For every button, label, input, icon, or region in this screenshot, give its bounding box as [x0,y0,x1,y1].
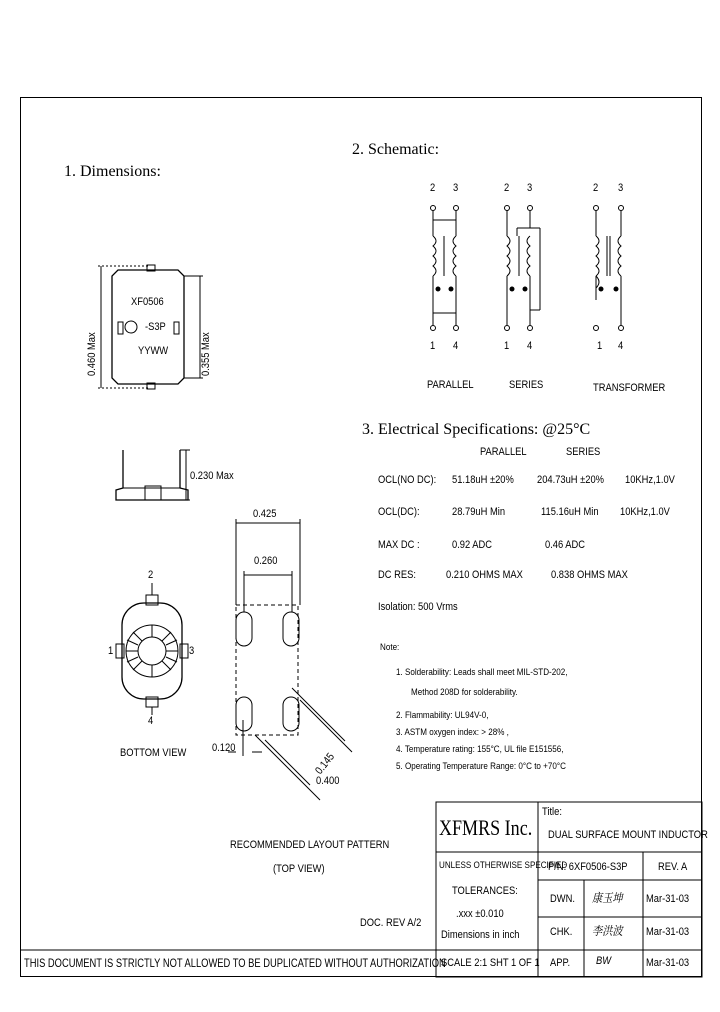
spec-row-label: OCL(DC): [378,506,420,518]
parallel-label: PARALLEL [427,379,474,391]
transformer-label: TRANSFORMER [593,382,666,394]
dwn-label: DWN. [550,893,575,905]
note-line: 5. Operating Temperature Range: 0°C to +70°C [396,761,566,772]
spec-row-label: DC RES: [378,569,416,581]
spec-row-parallel: 0.210 OHMS MAX [446,569,523,581]
chk-date: Mar-31-03 [646,926,690,938]
section-schematic-title: 2. Schematic: [352,141,440,158]
spec-row-label: MAX DC : [378,539,420,551]
chk-signature: 李洪波 [592,924,623,938]
col-series-header: SERIES [566,446,601,458]
title-value: DUAL SURFACE MOUNT INDUCTOR [548,829,708,841]
bottom-view-label: BOTTOM VIEW [120,747,187,759]
series-label: SERIES [509,379,544,391]
schematic-parallel [431,206,459,331]
parallel-pin-1: 1 [430,340,436,352]
col-parallel-header: PARALLEL [480,446,527,458]
layout-label-line-1: RECOMMENDED LAYOUT PATTERN [230,839,390,851]
spec-row-parallel: 28.79uH Min [452,506,506,518]
marking-line-3: YYWW [138,345,169,357]
spec-row-series: 115.16uH Min [541,506,599,518]
marking-line-1: XF0506 [131,296,164,308]
dim-0400: 0.400 [316,775,340,787]
note-line: 1. Solderability: Leads shall meet MIL-STD-202, [396,667,568,678]
app-signature: BW [596,955,612,967]
spec-row-series: 0.838 OHMS MAX [551,569,628,581]
isolation-spec: Isolation: 500 Vrms [378,601,458,613]
revision: REV. A [658,861,688,873]
notes-title: Note: [380,642,400,653]
chk-label: CHK. [550,926,573,938]
series-pin-1: 1 [504,340,510,352]
spec-row-cond: 10KHz,1.0V [620,506,670,518]
dimensions-unit: Dimensions in inch [441,929,520,941]
dim-0145: 0.145 [313,750,338,777]
series-pin-2: 2 [504,182,510,194]
app-date: Mar-31-03 [646,957,690,969]
bottom-pin-4: 4 [148,715,154,727]
height-dimension-label: 0.460 Max [86,332,98,376]
dim-0425: 0.425 [253,508,277,520]
section-electrical-title: 3. Electrical Specifications: @25°C [362,421,591,438]
note-line: 3. ASTM oxygen index: > 28% , [396,727,509,738]
note-line: 2. Flammability: UL94V-0, [396,710,489,721]
dim-0120: 0.120 [212,742,236,754]
series-pin-3: 3 [527,182,533,194]
bottom-pin-1: 1 [108,645,114,657]
bottom-pin-2: 2 [148,569,154,581]
footer-notice: THIS DOCUMENT IS STRICTLY NOT ALLOWED TO BE DUPLICATED WITHOUT AUTHORIZATION [24,956,446,970]
dwn-signature: 康玉坤 [592,891,623,905]
part-number: P/N: 6XF0506-S3P [548,861,628,873]
profile-dimension-label: 0.230 Max [190,470,234,482]
dwn-date: Mar-31-03 [646,893,690,905]
spec-row-parallel: 51.18uH ±20% [452,474,514,486]
parallel-pin-4: 4 [453,340,459,352]
company-name: XFMRS Inc. [439,815,533,840]
transformer-pin-2: 2 [593,182,599,194]
spec-row-parallel: 0.92 ADC [452,539,493,551]
spec-row-cond: 10KHz,1.0V [625,474,675,486]
section-dimensions-title: 1. Dimensions: [64,163,161,180]
transformer-pin-1: 1 [597,340,603,352]
component-bottom-view [116,583,188,715]
tolerance-value: .xxx ±0.010 [456,908,504,920]
note-line: Method 208D for solderability. [411,687,518,698]
spec-row-series: 204.73uH ±20% [537,474,605,486]
transformer-pin-3: 3 [618,182,624,194]
unless-specified: UNLESS OTHERWISE SPECIFIED [439,860,568,871]
marking-line-2: -S3P [145,321,166,333]
width-dimension-label: 0.355 Max [200,332,212,376]
tolerances-label: TOLERANCES: [452,885,518,897]
note-line: 4. Temperature rating: 155°C, UL file E151556, [396,744,564,755]
component-side-view [116,450,188,500]
transformer-pin-4: 4 [618,340,624,352]
spec-row-series: 0.46 ADC [545,539,586,551]
bottom-pin-3: 3 [189,645,195,657]
schematic-series [505,206,541,331]
doc-revision: DOC. REV A/2 [360,917,422,929]
title-label: Title: [542,806,562,818]
app-label: APP. [550,957,571,969]
layout-label-line-2: (TOP VIEW) [273,863,325,875]
parallel-pin-2: 2 [430,182,436,194]
series-pin-4: 4 [527,340,533,352]
dim-0260: 0.260 [254,555,278,567]
schematic-transformer [594,206,624,331]
spec-row-label: OCL(NO DC): [378,474,437,486]
scale-sheet: SCALE 2:1 SHT 1 OF 1 [441,957,540,969]
parallel-pin-3: 3 [453,182,459,194]
